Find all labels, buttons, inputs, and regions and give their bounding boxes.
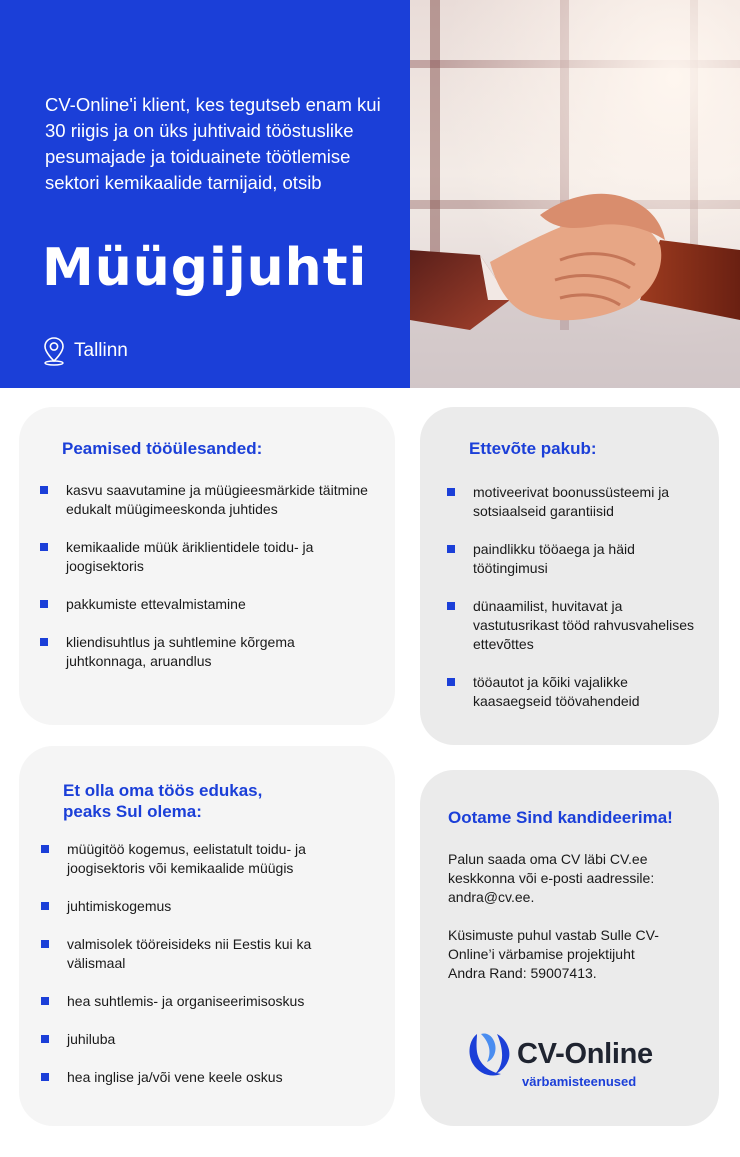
requirements-list xyxy=(41,840,371,1087)
apply-contact: Küsimuste puhul vastab Sulle CV-Online’i värbamise projektijuht Andra Rand: 59007413. xyxy=(448,927,659,981)
requirements-card xyxy=(19,746,395,1126)
list-item: paindlikku tööaega ja häid töötingimusi xyxy=(447,540,697,578)
list-item: valmisolek tööreisideks nii Eestis kui ka välismaal xyxy=(41,935,371,973)
hero-panel xyxy=(0,0,410,388)
list-item: pakkumiste ettevalmistamine xyxy=(40,595,370,614)
list-item: juhtimiskogemus xyxy=(41,897,371,916)
duties-card xyxy=(19,407,395,725)
cv-online-logo-icon xyxy=(467,1030,515,1080)
location xyxy=(42,336,128,366)
offer-heading: Ettevõte pakub: xyxy=(469,439,597,458)
list-item: hea suhtlemis- ja organiseerimisoskus xyxy=(41,992,371,1011)
list-item: müügitöö kogemus, eelistatult toidu- ja joogisektoris või kemikaalide müügis xyxy=(41,840,371,878)
list-item: kliendisuhtlus ja suhtlemine kõrgema juhtkonnaga, aruandlus xyxy=(40,633,370,671)
list-item: kasvu saavutamine ja müügieesmärkide täitmine edukalt müügimeeskonda juhtides xyxy=(40,481,370,519)
list-item: juhiluba xyxy=(41,1030,371,1049)
location-pin-icon xyxy=(42,336,66,366)
list-item: tööautot ja kõiki vajalikke kaasaegseid töövahendeid xyxy=(447,673,697,711)
offer-list xyxy=(447,483,697,711)
offer-card xyxy=(420,407,719,745)
location-label: Tallinn xyxy=(74,340,128,361)
list-item: hea inglise ja/või vene keele oskus xyxy=(41,1068,371,1087)
list-item: dünaamilist, huvitavat ja vastutusrikast tööd rahvusvahelises ettevõttes xyxy=(447,597,697,654)
handshake-photo xyxy=(410,0,740,388)
duties-list xyxy=(40,481,370,671)
logo-tagline: värbamisteenused xyxy=(522,1074,637,1089)
apply-instructions: Palun saada oma CV läbi CV.ee keskkonna või e-posti aadressile: andra@cv.ee. xyxy=(448,851,655,905)
apply-heading: Ootame Sind kandideerima! xyxy=(448,808,673,827)
job-title: Müügijuhti xyxy=(42,238,368,298)
list-item: kemikaalide müük äriklientidele toidu- ja joogisektoris xyxy=(40,538,370,576)
hero-intro: CV-Online'i klient, kes tegutseb enam kui 30 riigis ja on üks juhtivaid tööstuslike pesumajade ja toiduainete töötlemise sektori kemikaalide tarnijaid, otsib xyxy=(45,94,381,193)
list-item: motiveerivat boonussüsteemi ja sotsiaalseid garantiisid xyxy=(447,483,697,521)
cv-online-logo xyxy=(467,1028,667,1092)
requirements-heading: Et olla oma töös edukas, peaks Sul olema: xyxy=(63,781,263,821)
duties-heading: Peamised tööülesanded: xyxy=(62,439,263,458)
logo-name: CV-Online xyxy=(517,1038,653,1070)
